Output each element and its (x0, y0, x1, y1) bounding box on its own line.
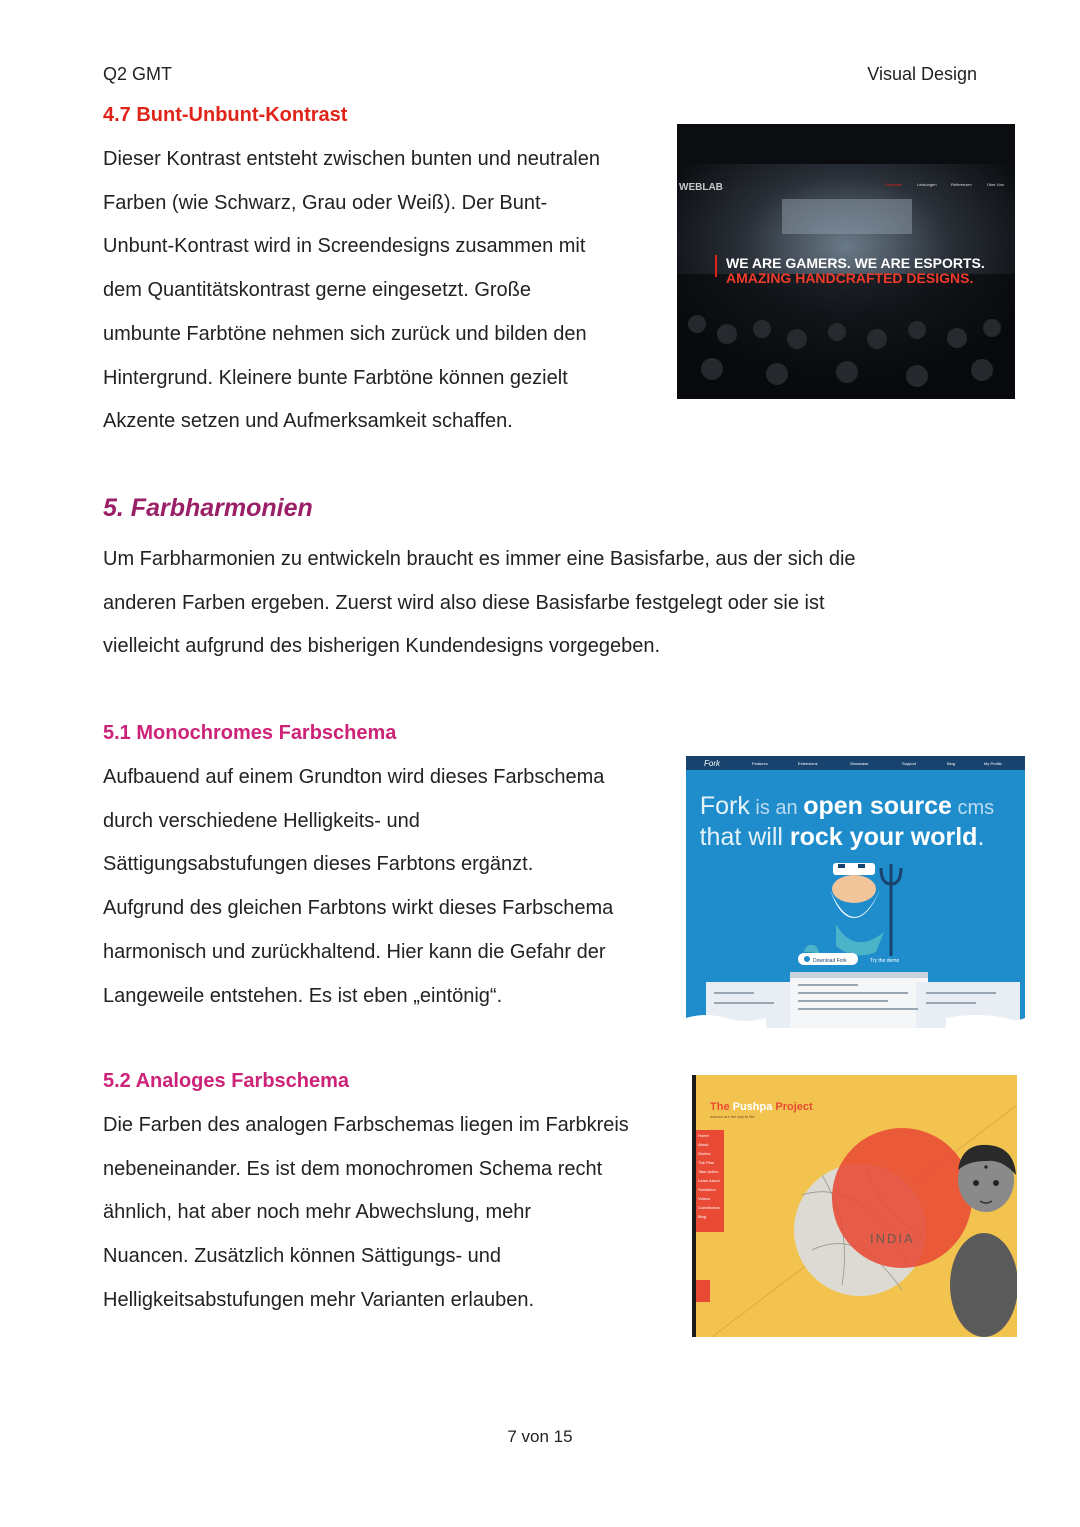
section-5-2-paragraph (103, 1104, 629, 1323)
text-line: Aufbauend auf einem Grundton wird dieses Farbschema (103, 766, 605, 788)
red-sun-circle (832, 1128, 972, 1268)
text-line: Um Farbharmonien zu entwickeln braucht es immer eine Basisfarbe, aus der sich die (103, 548, 856, 570)
fork-logo: Fork (704, 759, 720, 768)
text-line: Langeweile entstehen. Es ist eben „eintönig“. (103, 984, 503, 1007)
pushpa-image-graphic (692, 1075, 1017, 1337)
section-5-paragraph (103, 538, 856, 669)
fork-download-button: Download Fork (813, 958, 847, 964)
menu-item: Stories (698, 1151, 711, 1156)
text-line: Dieser Kontrast entsteht zwischen bunten und neutralen (103, 148, 600, 170)
text-line: umbunte Farbtöne nehmen sich zurück und bilden den (103, 322, 587, 345)
menu-item: Videos (698, 1196, 711, 1201)
menu-item: Take Action (698, 1169, 719, 1174)
esports-nav-item: Startseite (885, 182, 902, 187)
text-line: Nuancen. Zusätzlich können Sättigungs- und (103, 1245, 502, 1268)
header-right: Visual Design (867, 64, 977, 84)
section-4-7-heading: 4.7 Bunt-Unbunt-Kontrast (103, 104, 348, 126)
header-left: Q2 GMT (103, 64, 173, 84)
pushpa-title: The Pushpa Project (710, 1101, 813, 1113)
page-number: 7 von 15 (507, 1427, 573, 1446)
fork-nav-item: My Profile (984, 761, 1002, 766)
menu-item: Blog (698, 1214, 707, 1219)
menu-item: About (698, 1142, 709, 1147)
pushpa-tagline: women are the key to life. (710, 1114, 756, 1119)
fork-nav-item: Blog (947, 761, 956, 766)
esports-image-graphic (677, 124, 1015, 399)
esports-logo: WEBLAB (679, 182, 723, 193)
section-5-1-paragraph (103, 756, 613, 1018)
fork-nav-item: Extensions (798, 761, 818, 766)
fork-nav-item: Showcase (850, 761, 869, 766)
esports-headline-2: AMAZING HANDCRAFTED DESIGNS. (726, 270, 974, 286)
menu-item: Contributors (698, 1205, 720, 1210)
esports-website-screenshot (677, 124, 1015, 399)
menu-item: Home (698, 1133, 709, 1138)
text-line: Helligkeitsabstufungen mehr Varianten erlauben. (103, 1288, 535, 1311)
text-line: Aufgrund des gleichen Farbtons wirkt dieses Farbschema (103, 897, 614, 920)
menu-item: Learn About (698, 1178, 720, 1183)
text-line: durch verschiedene Helligkeits- und (103, 809, 420, 832)
text-line: nebeneinander. Es ist dem monochromen Schema recht (103, 1157, 603, 1180)
map-label: INDIA (870, 1231, 915, 1246)
section-4-7-paragraph (103, 138, 600, 444)
text-line: Farben (wie Schwarz, Grau oder Weiß). Der Bunt- (103, 191, 548, 214)
esports-nav-item: Über Uns (987, 182, 1004, 187)
text-line: ähnlich, hat aber noch mehr Abwechslung, mehr (103, 1201, 532, 1224)
section-5-heading: 5. Farbharmonien (103, 494, 313, 522)
section-5-2-heading: 5.2 Analoges Farbschema (103, 1070, 350, 1092)
esports-accent-bar (715, 255, 717, 277)
section-5-1-heading: 5.1 Monochromes Farbschema (103, 722, 397, 744)
pushpa-project-screenshot (692, 1075, 1017, 1337)
esports-nav-item: Referenzen (951, 182, 972, 187)
text-line: Die Farben des analogen Farbschemas liegen im Farbkreis (103, 1114, 629, 1136)
text-line: anderen Farben ergeben. Zuerst wird also diese Basisfarbe festgelegt oder sie ist (103, 591, 825, 614)
text-line: Akzente setzen und Aufmerksamkeit schaffen. (103, 410, 513, 433)
esports-nav-item: Leistungen (917, 182, 937, 187)
text-line: dem Quantitätskontrast gerne eingesetzt. Große (103, 279, 531, 302)
text-line: Unbunt-Kontrast wird in Screendesigns zusammen mit (103, 235, 586, 258)
text-line: Sättigungsabstufungen dieses Farbtons ergänzt. (103, 853, 534, 876)
menu-item: Sanitation (698, 1187, 716, 1192)
fork-demo-button: Try the demo (870, 958, 900, 964)
menu-item: The Plan (698, 1160, 715, 1165)
fork-nav-item: Features (752, 761, 768, 766)
text-line: vielleicht aufgrund des bisherigen Kundendesigns vorgegeben. (103, 635, 661, 658)
fork-cms-screenshot (686, 756, 1025, 1028)
fork-nav-item: Support (902, 761, 917, 766)
fork-headline-1: Fork is an open source cms (699, 792, 995, 820)
text-line: Hintergrund. Kleinere bunte Farbtöne können gezielt (103, 366, 568, 389)
fork-image-graphic (686, 756, 1025, 1028)
esports-headline-1: WE ARE GAMERS. WE ARE ESPORTS. (726, 255, 985, 271)
fork-headline-2: that will rock your world. (699, 823, 985, 851)
text-line: harmonisch und zurückhaltend. Hier kann die Gefahr der (103, 940, 606, 963)
